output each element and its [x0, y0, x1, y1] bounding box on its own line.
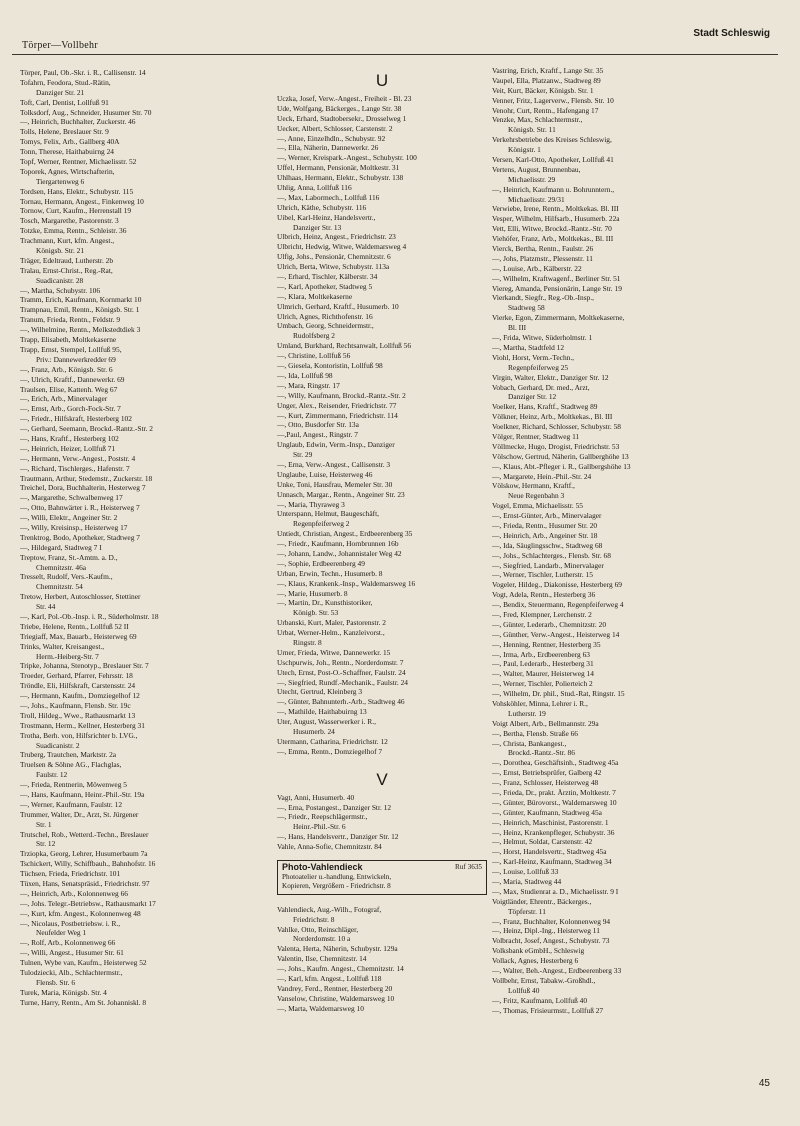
section-v-entries — [277, 793, 487, 852]
directory-entry-line: —, Günter, Bürovorst., Waldemarsweg 10 — [492, 797, 617, 807]
directory-entry-line: —, Friedr., Reepschlägermstr., — [277, 812, 368, 822]
header-rule — [12, 54, 778, 55]
directory-entry-line: Neufelder Weg 1 — [36, 928, 87, 938]
directory-entry-line: Völskow, Hermann, Kraftf., — [492, 481, 575, 491]
ad-line-3: Kopieren, Vergrößern - Friedrichstr. 8 — [282, 882, 391, 891]
directory-entry-line: Husumerb. 24 — [293, 727, 335, 736]
directory-entry-line: Totzke, Emma, Rentn., Schleistr. 36 — [20, 226, 127, 236]
directory-entry-line: Truelsen & Söhne AG., Flachglas, — [20, 760, 122, 770]
section-v-entries-continued — [277, 905, 487, 1014]
directory-entry-line: Veit, Kurt, Bäcker, Königsb. Str. 1 — [492, 85, 594, 95]
directory-entry-line: —, Johs., Kaufm. Angest., Chemnitzstr. 14 — [277, 964, 404, 974]
directory-entry-line: —, Heinrich, Arb., Kolonnenweg 66 — [20, 888, 128, 898]
directory-entry-line: Vohsköhler, Minna, Lehrer i. R., — [492, 699, 588, 708]
directory-entry-line: Tresselt, Rudolf, Vers.-Kaufm., — [20, 572, 113, 582]
directory-entry-line: Ulrich, Agnes, Richthofenstr. 16 — [277, 311, 373, 321]
directory-entry-line: —, Johs., Schlachterges., Flensb. Str. 68 — [492, 550, 611, 560]
directory-entry-line: Tralau, Ernst-Christ., Reg.-Rat, — [20, 265, 113, 275]
directory-entry-line: —, Günter, Bahnunterh.-Arb., Stadtweg 46 — [277, 697, 405, 707]
section-letter-u: U — [375, 71, 389, 90]
directory-entry-line: Trotha, Berh. von, Hilfsrichter b. LVG., — [20, 730, 138, 740]
directory-entry-line: Treptow, Franz, St.-Amtm. a. D., — [20, 552, 118, 562]
directory-entry-line: —, Max, Labormech., Lollfuß 116 — [277, 192, 380, 202]
directory-entry-line: Vogt, Adela, Rentn., Hesterberg 36 — [492, 590, 596, 600]
page-number: 45 — [758, 1078, 770, 1089]
directory-entry-line: Truberg, Trautchen, Marktstr. 2a — [20, 750, 117, 760]
directory-entry-line: —, Klaus, Krankenk.-Insp., Waldemarsweg 16 — [277, 578, 416, 588]
directory-entry-line: Viohl, Horst, Verm.-Techn., — [492, 352, 575, 362]
directory-entry-line: —, Maria, Stadtweg 44 — [492, 877, 562, 887]
directory-entry-line: Unglaub, Edwin, Verm.-Insp., Danziger — [277, 440, 395, 450]
directory-entry-line: —, Margarete, Hein.-Phil.-Str. 24 — [492, 471, 592, 481]
directory-entry-line: Lutherstr. 19 — [508, 708, 546, 718]
directory-entry-line: —, Franz, Buchhalter, Kolonnenweg 94 — [492, 916, 611, 926]
directory-entry-line: —, Hans, Handelsvertr., Danziger Str. 12 — [277, 832, 399, 842]
running-head-left: Törper—Vollbehr — [22, 40, 98, 51]
directory-entry-line: —, Günter, Lederarb., Chemnitzstr. 20 — [492, 619, 607, 629]
directory-entry-line: Ulrich, Berta, Witwe, Schubystr. 113a — [277, 262, 390, 272]
directory-entry-line: Trutschel, Rob., Wetterd.-Techn., Breslauer — [20, 829, 149, 839]
directory-entry-line: Vahlendieck, Aug.-Wilh., Fotograf, — [277, 904, 382, 914]
directory-entry-line: Vogel, Emma, Michaelisstr. 55 — [492, 501, 584, 511]
directory-entry-line: Ulbricht, Hedwig, Witwe, Waldemarsweg 4 — [277, 242, 407, 252]
directory-entry-line: Tornau, Hermann, Angest., Finkenweg 10 — [20, 196, 144, 206]
directory-entry-line: —, Walter, Maurer, Heisterweg 14 — [492, 669, 594, 679]
directory-entry-line: Faulstr. 12 — [36, 770, 68, 780]
directory-entry-line: Troeder, Gerhard, Pfarrer, Fehrsstr. 18 — [20, 671, 133, 681]
column-1 — [20, 68, 264, 1008]
directory-entry-line: Unke, Toni, Hausfrau, Memeler Str. 30 — [277, 479, 393, 489]
directory-entry-line: —, Mara, Ringstr. 17 — [277, 380, 340, 390]
directory-entry-line: Toft, Carl, Dentist, Lollfuß 91 — [20, 97, 109, 107]
directory-entry-line: Str. 1 — [36, 819, 52, 829]
directory-entry-line: —, Johs., Kaufmann, Flensb. Str. 19c — [20, 701, 131, 710]
directory-entry-line: —, Werner, Kaufmann, Faulstr. 12 — [20, 799, 123, 809]
directory-entry-line: Michaelisstr. 29 — [508, 174, 556, 184]
directory-entry-line: Königstr. 1 — [508, 145, 541, 155]
directory-entry-line: —, Bendix, Steuermann, Regenpfeiferweg 4 — [492, 600, 624, 610]
directory-entry-line: —, Karl-Heinz, Kaufmann, Stadtweg 34 — [492, 857, 612, 867]
directory-entry-line: Ringstr. 8 — [293, 637, 322, 647]
directory-entry-line: —, Fred, Klempner, Lerchenstr. 2 — [492, 609, 592, 619]
directory-entry-line: Venohr, Curt, Rentn., Hafengang 17 — [492, 105, 599, 115]
directory-entry-line: Tolksdorf, Aug., Schneider, Husumer Str. 70 — [20, 107, 152, 117]
directory-entry-line: Unterspann, Helmut, Baugeschäft, — [277, 509, 380, 519]
directory-entry-line: Valentin, Ilse, Chemnitzstr. 14 — [277, 954, 367, 964]
directory-entry-line: —, Franz, Schlosser, Heisterweg 48 — [492, 778, 599, 788]
directory-entry-line: Voelkner, Richard, Schlosser, Schubystr. 58 — [492, 422, 622, 432]
directory-entry-line: Vierkandt, Siegfr., Reg.-Ob.-Insp., — [492, 293, 594, 303]
directory-entry-line: —, Louise, Lollfuß 33 — [492, 867, 559, 877]
directory-entry-line: Vagt, Anni, Husumerb. 40 — [277, 792, 355, 802]
directory-entry-line: Urban, Erwin, Techn., Husumerb. 8 — [277, 568, 383, 578]
directory-entry-line: Töpferstr. 11 — [508, 906, 546, 916]
directory-entry-line: Verwiebe, Irene, Rentn., Moltkekas. Bl. III — [492, 204, 619, 214]
directory-entry-line: Törper, Paul, Ob.-Skr. i. R., Callisenstr. 14 — [20, 68, 146, 77]
directory-entry-line: Norderdomstr. 10 a — [293, 934, 351, 944]
directory-entry-line: —, Bertha, Flensb. Straße 66 — [492, 728, 579, 738]
directory-entry-line: Ude, Wolfgang, Bäckerges., Lange Str. 38 — [277, 103, 402, 113]
directory-entry-line: —, Karl, kfm. Angest., Lollfuß 118 — [277, 974, 382, 984]
directory-entry-line: Toporek, Agnes, Wirtschafterin, — [20, 166, 115, 176]
directory-entry-line: —, Kurt, Zimmermann, Friedrichstr. 114 — [277, 410, 398, 420]
directory-entry-line: Uhlhaas, Hermann, Elektr., Schubystr. 138 — [277, 173, 404, 183]
directory-entry-line: —, Hans, Kraftf., Hesterberg 102 — [20, 433, 119, 443]
directory-entry-line: —, Margarethe, Schwalbenweg 17 — [20, 493, 123, 503]
directory-entry-line: —, Wilhelmine, Rentn., Melkstedtdiek 3 — [20, 325, 141, 335]
directory-entry-line: —, Mathilde, Haithabuirng 13 — [277, 707, 367, 717]
directory-entry-line: —, Frieda, Rentnerin, Möwenweg 5 — [20, 780, 127, 790]
directory-entry-line: Trampnau, Emil, Rentn., Königsb. Str. 1 — [20, 305, 140, 315]
directory-entry-line: —, Heinrich, Heizer, Lollfuß 71 — [20, 443, 116, 453]
directory-entry-line: Flensb. Str. 6 — [36, 977, 76, 987]
directory-entry-line: Voelker, Hans, Kraftf., Stadtweg 89 — [492, 402, 598, 412]
directory-entry-line: Vahlke, Otto, Reinschläger, — [277, 924, 359, 934]
directory-entry-line: Verkehrsbetriebe des Kreises Schleswig, — [492, 135, 612, 145]
directory-entry-line: Versen, Karl-Otto, Apotheker, Lollfuß 41 — [492, 155, 614, 165]
directory-entry-line: —, Anne, Einzelhdln., Schubystr. 92 — [277, 133, 386, 143]
directory-entry-line: Trostmann, Herm., Kellner, Hesterberg 31 — [20, 720, 145, 730]
directory-entry-line: —, Ernst, Arb., Gorch-Fock-Str. 7 — [20, 404, 121, 414]
directory-entry-line: —, Johs, Platzmstr., Plessenstr. 11 — [492, 253, 593, 263]
directory-entry-line: Tulnen, Wybe van, Kaufm., Heisterweg 52 — [20, 958, 147, 968]
directory-entry-line: Friedrichstr. 8 — [293, 914, 335, 924]
directory-entry-line: Ueck, Erhard, Stadtobersekr., Drosselweg 1 — [277, 113, 407, 123]
directory-entry-line: —, Klaus, Abt.-Pfleger i. R., Gallbergshöhe 13 — [492, 461, 631, 471]
directory-entry-line: —, Hermann, Verw.-Angest., Poststr. 4 — [20, 453, 136, 463]
directory-entry-line: —, Louise, Arb., Kälberstr. 22 — [492, 263, 582, 273]
directory-entry-line: Vett, Elli, Witwe, Brockd.-Rantz.-Str. 70 — [492, 224, 612, 234]
directory-entry-line: Untiedt, Christian, Angest., Erdbeerenberg 35 — [277, 529, 413, 539]
directory-entry-line: Träger, Edeltraud, Lutherstr. 2b — [20, 255, 114, 265]
directory-entry-line: —, Willi, Elektr., Angeiner Str. 2 — [20, 513, 118, 523]
directory-entry-line: —, Dorothea, Geschäftsinh., Stadtweg 45a — [492, 758, 619, 768]
directory-entry-line: Trapp, Elisabeth, Moltkekaserne — [20, 335, 117, 345]
directory-entry-line: —, Martha, Stadtfeld 12 — [492, 342, 565, 352]
directory-entry-line: —, Max, Studienrat a. D., Michaelisstr. 9 I — [492, 886, 619, 896]
directory-entry-line: Vogeler, Hildeg., Diakonisse, Hesterberg 69 — [492, 580, 622, 590]
directory-entry-line: Tofahrn, Feodora, Stud.-Rätin, — [20, 77, 111, 87]
directory-entry-line: Vanselow, Christine, Waldemarsweg 10 — [277, 993, 395, 1003]
directory-entry-line: Trziopka, Georg, Lehrer, Husumerbaum 7a — [20, 849, 148, 859]
directory-entry-line: Tornow, Curt, Kaufm., Herrenstall 19 — [20, 206, 132, 216]
directory-entry-line: Urbanski, Kurt, Maler, Pastorenstr. 2 — [277, 618, 386, 628]
directory-entry-line: —, Karl, Apotheker, Stadtweg 5 — [277, 281, 373, 291]
directory-entry-line: Trummer, Walter, Dr., Arzt, St. Jürgener — [20, 809, 139, 819]
directory-entry-line: Treichel, Dora, Buchhalterin, Hesterweg 7 — [20, 483, 146, 493]
directory-entry-line: Trinks, Walter, Kreisangest., — [20, 641, 105, 651]
directory-entry-line: Ulfig, Johs., Pensionär, Chemnitzstr. 6 — [277, 252, 391, 262]
directory-entry-line: —, Werner, Tischler, Lutherstr. 15 — [492, 570, 593, 580]
directory-entry-line: Vesper, Wilhelm, Hilfsarb., Husumerb. 22a — [492, 214, 620, 224]
directory-entry-line: Venner, Fritz, Lagerverw., Flensb. Str. 10 — [492, 95, 614, 105]
directory-entry-line: —, Irma, Arb., Erdbeerenberg 63 — [492, 649, 590, 659]
directory-entry-line: —, Nicolaus, Postbetriebsw. i. R., — [20, 918, 121, 928]
directory-entry-line: Utermann, Catharina, Friedrichstr. 12 — [277, 736, 388, 746]
directory-entry-line: Utecht, Gertrud, Kleinberg 3 — [277, 687, 363, 697]
directory-entry-line: Vierke, Egon, Zimmermann, Moltkekaserne, — [492, 313, 625, 323]
ad-phone: Ruf 3635 — [455, 863, 482, 872]
directory-entry-line: —, Siegfried, Landarb., Minervalager — [492, 560, 604, 570]
directory-entry-line: Uhrich, Käthe, Schubystr. 116 — [277, 202, 367, 212]
directory-entry-line: Tretow, Herbert, Autoschlosser, Stettiner — [20, 592, 141, 602]
directory-entry-line: —, Erna, Postangest., Danziger Str. 12 — [277, 802, 392, 812]
directory-entry-line: —, Otto, Busdorfer Str. 13a — [277, 420, 359, 430]
directory-entry-line: —, Erich, Arb., Minervalager — [20, 394, 108, 404]
directory-entry-line: —, Günther, Verw.-Angest., Heisterweg 14 — [492, 629, 620, 639]
directory-entry-line: —, Frieda, Dr., prakt. Ärztin, Moltkestr. 7 — [492, 788, 616, 798]
column-2 — [277, 68, 487, 1014]
directory-entry-line: —, Marta, Waldemarsweg 10 — [277, 1003, 364, 1013]
directory-entry-line: Brockd.-Rantz.-Str. 86 — [508, 748, 575, 758]
directory-entry-line: Vertens, August, Brunnenbau, — [492, 164, 581, 174]
directory-entry-line: Königb. Str. 53 — [293, 608, 339, 618]
directory-entry-line: Vastring, Erich, Kraftf., Lange Str. 35 — [492, 66, 604, 75]
directory-entry-line: —, Walter, Beh.-Angest., Erdbeerenberg 33 — [492, 966, 622, 976]
directory-entry-line: Völlmecke, Hugo, Drogist, Friedrichstr. 53 — [492, 441, 620, 451]
directory-entry-line: —, Willy, Kreisinsp., Heisterweg 17 — [20, 522, 128, 532]
directory-entry-line: —, Wilhelm, Kraftwagenf., Berliner Str. 51 — [492, 273, 621, 283]
running-head-right: Stadt Schleswig — [693, 28, 770, 39]
advertisement-box — [277, 860, 487, 895]
directory-entry-line: —, Erna, Verw.-Angest., Callisenstr. 3 — [277, 459, 391, 469]
directory-entry-line: —, Frida, Witwe, Süderholmstr. 1 — [492, 333, 593, 343]
directory-entry-line: Michaelisstr. 29/31 — [508, 194, 565, 204]
directory-entry-line: Uschpurwis, Joh., Rentn., Norderdomstr. 7 — [277, 657, 404, 667]
directory-entry-line: —, Marie, Husumerb. 8 — [277, 588, 348, 598]
directory-entry-line: —, Otto, Bahnwärter i. R., Heisterweg 7 — [20, 503, 140, 513]
directory-entry-line: Vandrey, Ferd., Rentner, Hesterberg 20 — [277, 983, 393, 993]
directory-entry-line: —, Johs. Telegr.-Betriebsw., Rathausmarkt 17 — [20, 898, 156, 908]
directory-entry-line: —, Günter, Kaufmann, Stadtweg 45a — [492, 807, 602, 817]
directory-entry-line: Volbracht, Josef, Angest., Schubystr. 73 — [492, 936, 610, 946]
directory-entry-line: Voigtländer, Ehrentr., Bäckerges., — [492, 896, 592, 906]
directory-entry-line: Vollack, Agnes, Hesterberg 6 — [492, 956, 579, 966]
directory-entry-line: Trenktrog, Bodo, Apotheker, Stadtweg 7 — [20, 532, 140, 542]
directory-entry-line: Uffel, Hermann, Pensionär, Moltkestr. 31 — [277, 163, 400, 173]
directory-entry-line: Umbach, Georg, Schneidermstr., — [277, 321, 374, 331]
directory-entry-line: —, Richard, Tischlerges., Hafenstr. 7 — [20, 463, 130, 473]
directory-entry-line: Trapp, Ernst, Stempel, Lollfuß 95, — [20, 344, 122, 354]
directory-entry-line: Tramm, Erich, Kaufmann, Kornmarkt 10 — [20, 295, 142, 305]
directory-entry-line: Herm.-Heiberg-Str. 7 — [36, 651, 99, 661]
directory-entry-line: Vaupel, Ella, Platzanw., Stadtweg 89 — [492, 75, 601, 85]
directory-entry-line: Venzke, Max, Schlachtermstr., — [492, 115, 583, 125]
directory-entry-line: —, Erhard, Tischler, Kälberstr. 34 — [277, 272, 378, 282]
directory-entry-line: Troll, Hildeg., Wwe., Rathausmarkt 13 — [20, 710, 136, 720]
directory-entry-line: Vahle, Anna-Sofie, Chemnitzstr. 84 — [277, 842, 382, 852]
directory-entry-line: —, Rolf, Arb., Kolonnenweg 66 — [20, 938, 116, 948]
directory-entry-line: Uecker, Albert, Schlosser, Carstenstr. 2 — [277, 123, 393, 133]
directory-entry-line: —, Heinz, Dipl.-Ing., Heisterweg 11 — [492, 926, 600, 936]
directory-entry-line: —, Klara, Moltkekaserne — [277, 291, 353, 301]
directory-entry-line: Triebe, Helene, Rentn., Lollfuß 52 II — [20, 621, 129, 631]
directory-entry-line: —, Hildegard, Stadtweg 7 I — [20, 542, 102, 552]
directory-entry-line: —, Ella, Näherin, Dannewerkr. 26 — [277, 143, 379, 153]
directory-entry-line: Tomys, Felix, Arb., Gallberg 40A — [20, 137, 120, 147]
directory-entry-line: Rudolfsberg 2 — [293, 331, 335, 341]
directory-entry-line: —, Heinrich, Maschinist, Pastorenstr. 1 — [492, 817, 609, 827]
directory-entry-line: Uhlig, Anna, Lollfuß 116 — [277, 183, 352, 193]
directory-entry-line: Triegiaff, Max, Bauarb., Heisterweg 69 — [20, 631, 137, 641]
section-letter-v: V — [376, 769, 388, 789]
directory-entry-line: Danziger Str. 13 — [293, 222, 342, 232]
directory-entry-line: Tschickert, Willy, Schiffbauh., Bahnhofstr. 16 — [20, 859, 156, 869]
directory-entry-line: Trachmann, Kurt, kfm. Angest., — [20, 236, 115, 246]
directory-entry-line: Königsb. Str. 21 — [36, 246, 85, 256]
directory-entry-line: Chemnitzstr. 54 — [36, 582, 83, 592]
directory-entry-line: Priv.: Dannewerkredder 69 — [36, 354, 116, 364]
directory-entry-line: Topf, Werner, Rentner, Michaelisstr. 52 — [20, 157, 137, 167]
directory-entry-line: Regenpfeiferweg 2 — [293, 519, 350, 529]
directory-entry-line: —, Martin, Dr., Kunsthistoriker, — [277, 598, 373, 608]
directory-entry-line: Bl. III — [508, 323, 527, 333]
directory-entry-line: Stadtweg 58 — [508, 303, 545, 313]
directory-entry-line: Valenta, Herta, Näherin, Schubystr. 129a — [277, 944, 398, 954]
directory-entry-line: Tranum, Frieda, Rentn., Feldstr. 9 — [20, 315, 121, 325]
directory-entry-line: —, Frieda, Rentn., Husumer Str. 20 — [492, 520, 598, 530]
directory-entry-line: Urbat, Werner-Helm., Kanzleivorst., — [277, 628, 385, 638]
directory-entry-line: Danziger Str. 12 — [508, 392, 557, 402]
directory-entry-line: Völkner, Heinz, Arb., Moltkekas., Bl. III — [492, 412, 613, 422]
directory-entry-line: Unger, Alex., Reisender, Friedrichstr. 77 — [277, 400, 397, 410]
column-3 — [492, 66, 782, 1016]
directory-entry-line: Uter, August, Wasserwerker i. R., — [277, 717, 376, 727]
directory-entry-line: —, Siegfried, Rundf.-Mechanik., Faulstr. 24 — [277, 677, 408, 687]
directory-entry-line: —, Franz, Arb., Königsb. Str. 6 — [20, 364, 113, 374]
directory-entry-line: —, Willi, Angest., Husumer Str. 61 — [20, 948, 124, 958]
directory-entry-line: —, Paul, Lederarb., Hesterberg 31 — [492, 659, 594, 669]
directory-entry-line: Uczka, Josef, Verw.-Angest., Freiheit - Bl. 23 — [277, 94, 412, 103]
directory-entry-line: —, Hermann, Kaufm., Domziegelhof 12 — [20, 691, 140, 701]
directory-entry-line: —, Ernst, Betriebsprüfer, Galberg 42 — [492, 768, 602, 778]
directory-entry-line: Traulsen, Elise, Kattenh. Weg 67 — [20, 384, 118, 394]
directory-entry-line: Tosch, Margarethe, Pastorenstr. 3 — [20, 216, 119, 226]
directory-entry-line: —, Christa, Bankangest., — [492, 738, 567, 748]
directory-entry-line: —, Henning, Rentner, Hesterberg 35 — [492, 639, 601, 649]
directory-entry-line: Tüchsen, Frieda, Friedrichstr. 101 — [20, 869, 121, 879]
directory-entry-line: —, Heinrich, Arb., Angeiner Str. 18 — [492, 530, 598, 540]
ad-business-name: Photo-Vahlendieck — [282, 862, 363, 873]
directory-entry-line: —, Emma, Rentn., Domziegelhof 7 — [277, 746, 383, 756]
directory-entry-line: —, Fritz, Kaufmann, Lollfuß 40 — [492, 995, 588, 1005]
directory-entry-line: Str. 44 — [36, 602, 56, 612]
directory-entry-line: Unglaube, Luise, Heisterweg 46 — [277, 469, 373, 479]
directory-entry-line: —, Ida, Lollfuß 98 — [277, 370, 333, 380]
directory-entry-line: Unnasch, Margar., Rentn., Angeiner Str. 23 — [277, 489, 405, 499]
directory-entry-line: Uibel, Karl-Heinz, Handelsvertr., — [277, 212, 376, 222]
directory-entry-line: Tordsen, Hans, Elektr., Schubystr. 115 — [20, 186, 134, 196]
directory-entry-line: —, Horst, Handelsvertr., Stadtweg 45a — [492, 847, 607, 857]
directory-entry-line: Turek, Maria, Königsb. Str. 4 — [20, 987, 107, 997]
directory-entry-line: —, Christine, Lollfuß 56 — [277, 351, 351, 361]
directory-entry-line: —, Heinrich, Buchhalter, Zuckerstr. 46 — [20, 117, 136, 127]
directory-entry-line: Viereg, Amanda, Pensionärin, Lange Str. 19 — [492, 283, 622, 293]
directory-entry-line: Suadicanistr. 28 — [36, 275, 84, 285]
directory-entry-line: —, Wilhelm, Dr. phil., Stud.-Rat, Ringstr. 15 — [492, 689, 625, 699]
directory-entry-line: —, Thomas, Frisieurmstr., Lollfuß 27 — [492, 1005, 604, 1015]
directory-entry-line: Tulodziecki, Alb., Schlachtermstr., — [20, 968, 123, 978]
directory-entry-line: Tripke, Johanna, Stenotyp., Breslauer Str. 7 — [20, 661, 149, 671]
directory-entry-line: Königsb. Str. 11 — [508, 125, 556, 135]
directory-entry-line: Heinr.-Phil.-Str. 6 — [293, 822, 346, 832]
directory-entry-line: —, Ulrich, Kraftf., Dannewerkr. 69 — [20, 374, 125, 384]
directory-entry-line: —, Werner, Tischler, Polierteich 2 — [492, 679, 593, 689]
directory-entry-line: —, Ida, Säuglingsschw., Stadtweg 68 — [492, 540, 603, 550]
directory-entry-line: Völschow, Gertrud, Näherin, Gallberghöhe 13 — [492, 451, 629, 461]
directory-entry-line: —, Hans, Kaufmann, Heinr.-Phil.-Str. 19a — [20, 790, 145, 800]
directory-entry-line: Chemnitzstr. 46a — [36, 562, 87, 572]
directory-entry-line: —, Willy, Kaufmann, Brockd.-Rantz.-Str. 2 — [277, 390, 406, 400]
directory-entry-line: Ulbrich, Heinz, Angest., Friedrichstr. 23 — [277, 232, 396, 242]
directory-entry-line: Tröndle, Eli, Hilfskraft, Carstensstr. 24 — [20, 681, 136, 691]
directory-entry-line: Regenpfeiferweg 25 — [508, 362, 569, 372]
directory-entry-line: Vierck, Bertha, Rentn., Faulstr. 26 — [492, 244, 594, 254]
directory-entry-line: Trautmann, Arthur, Stedemstr., Zuckerstr. 18 — [20, 473, 153, 483]
directory-entry-line: —, Friedr., Kaufmann, Hornbrunnen 16b — [277, 539, 399, 549]
directory-entry-line: —, Karl, Pol.-Ob.-Insp. i. R., Süderholmstr. 18 — [20, 611, 159, 621]
directory-entry-line: Str. 29 — [293, 450, 313, 460]
directory-entry-line: Suadicanistr. 2 — [36, 740, 80, 750]
directory-entry-line: —, Heinrich, Kaufmann u. Bohrunntern., — [492, 184, 615, 194]
directory-entry-line: Danziger Str. 21 — [36, 87, 85, 97]
directory-entry-line: —, Werner, Kreispark.-Angest., Schubystr. 100 — [277, 153, 417, 163]
directory-entry-line: Tolls, Helene, Breslauer Str. 9 — [20, 127, 109, 137]
directory-entry-line: —, Giesela, Kontoristin, Lollfuß 98 — [277, 361, 383, 371]
directory-entry-line: Turne, Harry, Rentn., Am St. Johanniskl. 8 — [20, 997, 147, 1007]
directory-entry-line: Virgin, Walter, Elektr., Danziger Str. 12 — [492, 372, 609, 382]
directory-entry-line: —, Heinz, Krankenpfleger, Schubystr. 36 — [492, 827, 615, 837]
directory-entry-line: Vollbehr, Ernst, Tabakw.-Großhdl., — [492, 975, 596, 985]
directory-entry-line: Utech, Ernst, Post-O.-Schaffner, Faulstr. 24 — [277, 667, 406, 677]
directory-entry-line: —, Helmut, Soldat, Carstenstr. 42 — [492, 837, 593, 847]
directory-entry-line: —, Martha, Schubystr. 106 — [20, 285, 101, 295]
directory-entry-line: Tüxen, Hans, Senatspräsid., Friedrichstr. 97 — [20, 879, 150, 889]
directory-entry-line: Tiergartenweg 6 — [36, 176, 85, 186]
directory-entry-line: —, Maria, Thyraweg 3 — [277, 499, 345, 509]
directory-entry-line: —, Johann, Landw., Johannistaler Weg 42 — [277, 548, 402, 558]
section-u-entries — [277, 94, 487, 757]
directory-entry-line: Tonn, Therese, Haithabuirng 24 — [20, 147, 114, 157]
directory-entry-line: —, Kurt, kfm. Angest., Kolonnenweg 48 — [20, 908, 141, 918]
directory-entry-line: Viehöfer, Franz, Arb., Moltkekas., Bl. III — [492, 234, 614, 244]
directory-entry-line: Voigt Albert, Arb., Bellmannstr. 29a — [492, 718, 599, 728]
directory-entry-line: Str. 12 — [36, 839, 56, 849]
directory-entry-line: Urner, Frieda, Witwe, Dannewerkr. 15 — [277, 647, 391, 657]
directory-entry-line: —, Sophie, Erdbeerenberg 49 — [277, 558, 365, 568]
directory-entry-line: Neue Regenbahn 3 — [508, 491, 565, 501]
directory-entry-line: —, Friedr., Hilfskraft, Hesterberg 102 — [20, 414, 132, 424]
directory-entry-line: Völger, Rentner, Stadtweg 11 — [492, 431, 580, 441]
directory-entry-line: —,Paul, Angest., Ringstr. 7 — [277, 430, 358, 440]
directory-entry-line: Umland, Burkhard, Rechtsanwalt, Lollfuß 56 — [277, 341, 412, 351]
ad-line-2: Photoatelier u.-handlung, Entwickeln, — [282, 872, 392, 881]
directory-entry-line: Lollfuß 40 — [508, 985, 540, 995]
directory-entry-line: Vobach, Gerhard, Dr. med., Arzt, — [492, 382, 590, 392]
directory-entry-line: Volksbank eGmbH., Schleswig — [492, 946, 585, 956]
directory-entry-line: —, Ernst-Günter, Arb., Minervalager — [492, 511, 602, 521]
directory-entry-line: —, Gerhard, Seemann, Brockd.-Rantz.-Str. 2 — [20, 424, 153, 434]
directory-entry-line: Ulmrich, Gerhard, Kraftf., Husumerb. 10 — [277, 301, 399, 311]
